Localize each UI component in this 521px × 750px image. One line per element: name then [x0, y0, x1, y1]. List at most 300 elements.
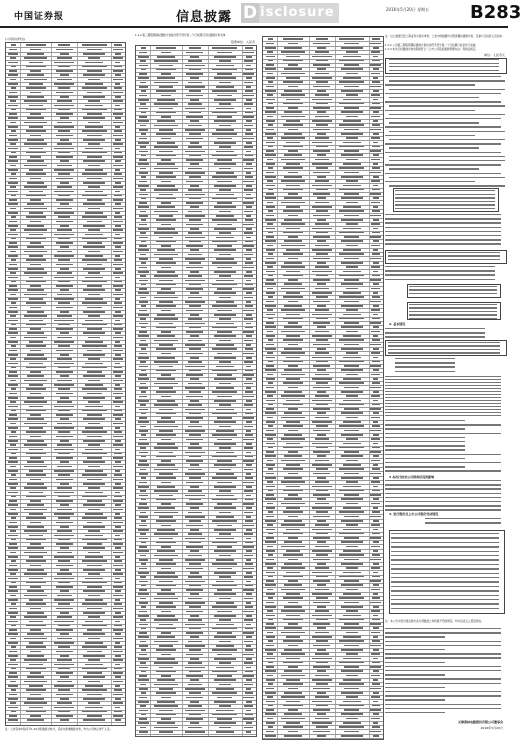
table-cell-text — [216, 151, 234, 153]
table-cell-text — [30, 715, 41, 717]
table-cell-text — [268, 640, 273, 642]
table-cell-text — [372, 705, 380, 707]
col4-bottom-note: 注：本公告中若出现总数与各分项数值之和尾数不符的情况，均为四舍五入原因造成。 — [385, 620, 484, 623]
table-cell-text — [156, 176, 176, 178]
table-cell-text — [246, 249, 252, 251]
table-cell-text — [11, 367, 16, 369]
table-cell-text — [8, 676, 19, 678]
table-cell-text — [186, 632, 203, 634]
table-cell-text — [188, 275, 203, 277]
table-cell-text — [114, 324, 122, 326]
table-cell-text — [161, 697, 172, 699]
table-cell-text — [10, 294, 16, 296]
table-cell-text — [29, 513, 43, 515]
table-cell-text — [266, 408, 274, 410]
table-cell-text — [216, 387, 234, 389]
table-cell-text — [57, 380, 71, 382]
table-cell-text — [315, 438, 330, 440]
table-cell-text — [244, 254, 253, 256]
table-cell-text — [216, 516, 234, 518]
table-cell-text — [54, 191, 74, 193]
table-cell-text — [8, 354, 19, 356]
table-cell-text — [26, 130, 46, 132]
table-cell-text — [57, 638, 71, 640]
table-cell-text — [372, 533, 380, 535]
table-cell-text — [82, 646, 107, 648]
table-cell-text — [265, 477, 276, 479]
table-cell-text — [56, 694, 73, 696]
table-cell-text — [24, 530, 47, 532]
table-cell-text — [188, 340, 203, 342]
table-cell-text — [343, 249, 361, 251]
table-cell-text — [139, 611, 147, 613]
text-line — [385, 683, 501, 684]
table-cell-text — [266, 443, 275, 445]
table-cell-text — [312, 77, 332, 79]
table-cell-text — [82, 345, 107, 347]
table-cell-text — [212, 370, 237, 372]
text-line — [391, 577, 499, 578]
table-cell-text — [157, 56, 174, 58]
table-cell-text — [268, 683, 273, 685]
table-cell-text — [29, 363, 43, 365]
table-cell-text — [87, 457, 102, 459]
table-cell-text — [373, 111, 379, 113]
table-cell-text — [113, 565, 124, 567]
table-cell-text — [139, 116, 147, 118]
table-cell-text — [60, 268, 69, 270]
section-title-cn: 信息披露 — [176, 10, 233, 25]
table-cell-text — [87, 70, 102, 72]
table-cell-text — [58, 302, 70, 304]
table-cell-text — [157, 529, 174, 531]
table-cell-text — [243, 288, 254, 290]
table-cell-text — [219, 297, 231, 299]
table-cell-text — [113, 651, 124, 653]
table-cell-text — [156, 241, 176, 243]
table-cell-text — [85, 255, 103, 257]
table-cell-text — [217, 417, 232, 419]
table-cell-text — [8, 513, 17, 515]
table-cell-text — [57, 294, 71, 296]
table-cell-text — [11, 431, 16, 433]
text-line — [388, 255, 500, 256]
table-cell-text — [56, 135, 73, 137]
table-cell-text — [243, 310, 254, 312]
table-cell-text — [312, 163, 332, 165]
table-cell-text — [317, 262, 326, 264]
table-cell-text — [161, 224, 172, 226]
table-cell-text — [313, 473, 330, 475]
table-cell-text — [82, 173, 107, 175]
table-cell-text — [26, 582, 46, 584]
table-cell-text — [57, 616, 71, 618]
table-cell-text — [9, 393, 17, 395]
table-cell-text — [281, 309, 304, 311]
table-cell-text — [283, 382, 303, 384]
table-cell-text — [283, 81, 303, 83]
table-cell-text — [212, 241, 237, 243]
table-cell-text — [114, 195, 122, 197]
table-cell-text — [245, 499, 253, 501]
table-cell-text — [186, 611, 203, 613]
table-cell-text — [188, 662, 203, 664]
table-cell-text — [8, 160, 19, 162]
table-cell-text — [157, 400, 174, 402]
table-cell-text — [284, 68, 301, 70]
table-cell-text — [190, 443, 199, 445]
table-cell-text — [286, 443, 300, 445]
table-cell-text — [346, 503, 358, 505]
table-cell-text — [8, 569, 19, 571]
table-cell-text — [88, 229, 100, 231]
table-cell-text — [219, 555, 231, 557]
table-cell-text — [57, 573, 71, 575]
table-cell-text — [266, 335, 275, 337]
table-cell-text — [58, 281, 70, 283]
table-cell-text — [157, 464, 174, 466]
table-cell-text — [343, 486, 361, 488]
text-line — [385, 415, 501, 416]
table-cell-text — [288, 709, 299, 711]
table-cell-text — [54, 298, 74, 300]
table-cell-text — [312, 529, 332, 531]
table-cell-text — [24, 401, 47, 403]
table-cell-text — [27, 139, 44, 141]
table-cell-text — [161, 654, 172, 656]
text-line — [385, 403, 501, 404]
table-cell-text — [243, 202, 254, 204]
table-cell-text — [219, 576, 231, 578]
table-cell-text — [344, 215, 359, 217]
table-cell-text — [83, 612, 105, 614]
table-cell-text — [113, 573, 122, 575]
table-cell-text — [190, 77, 199, 79]
text-line — [389, 70, 499, 71]
table-cell-text — [26, 474, 46, 476]
table-cell-text — [26, 388, 46, 390]
table-cell-text — [30, 156, 41, 158]
table-cell-text — [141, 499, 146, 501]
table-cell-text — [114, 367, 122, 369]
table-cell-text — [244, 684, 253, 686]
text-line — [391, 537, 499, 538]
table-cell-text — [288, 258, 299, 260]
table-cell-text — [154, 490, 177, 492]
table-cell-text — [281, 266, 304, 268]
table-cell-text — [185, 387, 205, 389]
table-cell-text — [244, 189, 253, 191]
table-cell-text — [11, 711, 16, 713]
table-cell-text — [373, 68, 379, 70]
table-cell-text — [243, 546, 254, 548]
table-cell-text — [245, 520, 253, 522]
table-cell-text — [343, 228, 361, 230]
table-cell-text — [281, 180, 304, 182]
table-cell-text — [9, 694, 17, 696]
table-cell-text — [188, 598, 203, 600]
table-cell-text — [216, 430, 234, 432]
table-cell-text — [246, 65, 251, 67]
table-cell-text — [245, 219, 253, 221]
table-cell-text — [371, 288, 380, 290]
table-cell-text — [113, 156, 124, 158]
table-cell-text — [373, 713, 379, 715]
table-cell-text — [139, 301, 148, 303]
column-3 — [262, 36, 382, 738]
table-cell-text — [138, 120, 149, 122]
table-cell-text — [343, 56, 361, 58]
table-cell-text — [267, 675, 273, 677]
table-cell-text — [11, 453, 16, 455]
table-cell-text — [24, 681, 47, 683]
table-cell-text — [56, 629, 73, 631]
table-cell-text — [339, 167, 364, 169]
table-cell-text — [343, 464, 361, 466]
table-cell-text — [141, 198, 146, 200]
table-cell-text — [268, 60, 273, 62]
table-cell-text — [372, 726, 380, 728]
table-cell-text — [286, 507, 300, 509]
table-cell-text — [56, 199, 73, 201]
table-cell-text — [217, 697, 232, 699]
table-cell-text — [154, 211, 177, 213]
table-cell-text — [265, 197, 276, 199]
table-cell-text — [246, 151, 251, 153]
table-cell-text — [161, 439, 172, 441]
table-cell-text — [8, 96, 19, 98]
table-cell-text — [283, 167, 303, 169]
table-cell-text — [138, 400, 149, 402]
table-cell-text — [8, 698, 19, 700]
table-cell-text — [60, 117, 69, 119]
table-cell-text — [82, 324, 107, 326]
table-cell-text — [219, 232, 231, 234]
table-cell-text — [243, 417, 254, 419]
table-cell-text — [139, 331, 147, 333]
table-cell-text — [217, 374, 232, 376]
table-cell-text — [11, 109, 16, 111]
table-cell-text — [217, 116, 232, 118]
table-cell-text — [88, 681, 100, 683]
table-cell-text — [9, 629, 17, 631]
table-cell-text — [370, 107, 381, 109]
table-cell-text — [371, 352, 380, 354]
text-line — [385, 101, 501, 102]
table-cell-text — [154, 318, 177, 320]
table-cell-text — [214, 400, 236, 402]
table-cell-text — [85, 492, 103, 494]
table-cell-text — [161, 181, 172, 183]
table-cell-text — [154, 189, 177, 191]
table-cell-text — [266, 421, 275, 423]
table-cell-text — [30, 522, 41, 524]
table-cell-text — [373, 563, 379, 565]
table-cell-text — [85, 578, 103, 580]
table-cell-text — [87, 479, 102, 481]
table-cell-text — [339, 619, 364, 621]
table-cell-text — [214, 486, 236, 488]
table-cell-text — [85, 62, 103, 64]
table-cell-text — [288, 86, 299, 88]
table-cell-text — [27, 289, 44, 291]
table-cell-text — [214, 56, 236, 58]
table-cell-text — [339, 38, 364, 40]
table-cell-text — [54, 492, 74, 494]
table-cell-text — [219, 189, 231, 191]
table-cell-text — [87, 242, 102, 244]
table-cell-text — [8, 483, 19, 485]
table-cell-text — [141, 112, 146, 114]
table-cell-text — [281, 460, 304, 462]
table-cell-text — [159, 495, 173, 497]
table-cell-text — [8, 599, 17, 601]
table-cell-text — [343, 120, 361, 122]
text-line — [385, 466, 465, 467]
table-cell-text — [286, 99, 300, 101]
table-cell-text — [139, 439, 147, 441]
table-cell-text — [30, 672, 41, 674]
col2-heading: 1.1.2 第三期股票期权激励计划首次授予部分第二个行权期可行权激励对象名单 — [135, 34, 226, 37]
text-line — [385, 674, 445, 675]
table-cell-text — [10, 165, 16, 167]
table-cell-text — [154, 404, 177, 406]
table-cell-text — [214, 572, 236, 574]
table-cell-text — [60, 590, 69, 592]
table-cell-text — [373, 627, 379, 629]
text-line — [385, 93, 501, 94]
table-cell-text — [83, 332, 105, 334]
table-cell-text — [185, 602, 205, 604]
table-cell-text — [246, 443, 252, 445]
table-cell-text — [267, 159, 273, 161]
table-cell-text — [370, 623, 381, 625]
table-cell-text — [265, 154, 276, 156]
table-cell-text — [244, 662, 253, 664]
table-cell-text — [244, 619, 253, 621]
table-cell-text — [141, 133, 146, 135]
table-cell-text — [87, 199, 102, 201]
table-cell-text — [317, 197, 326, 199]
table-cell-text — [283, 468, 303, 470]
table-cell-text — [88, 100, 100, 102]
table-cell-text — [268, 296, 273, 298]
table-cell-text — [8, 427, 17, 429]
table-cell-text — [370, 473, 381, 475]
table-cell-text — [8, 62, 17, 64]
table-cell-text — [286, 357, 300, 359]
table-cell-text — [266, 322, 274, 324]
table-cell-text — [27, 246, 44, 248]
table-cell-text — [85, 320, 103, 322]
table-cell-text — [189, 434, 201, 436]
table-cell-text — [283, 232, 303, 234]
table-cell-text — [343, 185, 361, 187]
table-cell-text — [159, 258, 173, 260]
table-cell-text — [246, 430, 251, 432]
table-cell-text — [56, 371, 73, 373]
table-cell-text — [88, 423, 100, 425]
table-cell-text — [83, 375, 105, 377]
table-cell-text — [88, 659, 100, 661]
table-cell-text — [140, 684, 146, 686]
table-cell-text — [245, 628, 253, 630]
table-cell-text — [268, 662, 273, 664]
table-cell-text — [161, 52, 172, 54]
table-cell-text — [114, 582, 122, 584]
table-cell-text — [30, 199, 41, 201]
table-cell-text — [216, 344, 234, 346]
table-cell-text — [56, 178, 73, 180]
table-cell-text — [82, 44, 107, 46]
table-cell-text — [245, 434, 253, 436]
table-cell-text — [266, 357, 275, 359]
table-cell-text — [85, 642, 103, 644]
text-line — [395, 190, 495, 191]
table-cell-text — [115, 470, 120, 472]
table-cell-text — [339, 705, 364, 707]
table-cell-text — [115, 62, 120, 64]
table-cell-text — [246, 409, 251, 411]
table-cell-text — [317, 692, 326, 694]
table-cell-text — [244, 598, 253, 600]
table-cell-text — [281, 223, 304, 225]
table-cell-text — [113, 681, 122, 683]
table-cell-text — [313, 408, 330, 410]
table-cell-text — [185, 129, 205, 131]
table-cell-text — [265, 627, 276, 629]
table-cell-text — [317, 498, 326, 500]
table-cell-text — [87, 500, 102, 502]
table-cell-text — [60, 332, 69, 334]
table-cell-text — [186, 73, 203, 75]
table-cell-text — [29, 126, 43, 128]
table-cell-text — [157, 142, 174, 144]
table-cell-text — [57, 272, 71, 274]
table-cell-text — [371, 567, 380, 569]
table-cell-text — [246, 215, 251, 217]
table-cell-text — [246, 679, 252, 681]
table-cell-text — [115, 182, 121, 184]
table-cell-text — [243, 353, 254, 355]
table-cell-text — [139, 559, 148, 561]
table-cell-text — [83, 96, 105, 98]
table-cell-text — [58, 582, 70, 584]
table-cell-text — [266, 679, 275, 681]
table-cell-text — [284, 47, 301, 49]
table-cell-text — [140, 254, 146, 256]
table-cell-text — [316, 253, 328, 255]
table-cell-text — [341, 627, 363, 629]
table-cell-text — [188, 297, 203, 299]
table-cell-text — [372, 554, 380, 556]
text-line — [385, 332, 485, 333]
table-cell-text — [115, 105, 120, 107]
table-cell-text — [245, 413, 253, 415]
table-cell-text — [156, 434, 176, 436]
text-line — [391, 590, 499, 591]
table-row — [263, 738, 383, 739]
table-cell-text — [339, 554, 364, 556]
table-cell-text — [9, 371, 17, 373]
table-cell-text — [312, 335, 332, 337]
table-cell-text — [268, 619, 273, 621]
table-cell-text — [244, 426, 253, 428]
table-cell-text — [372, 382, 380, 384]
table-cell-text — [188, 447, 203, 449]
table-cell-text — [88, 143, 100, 145]
table-cell-text — [113, 251, 122, 253]
